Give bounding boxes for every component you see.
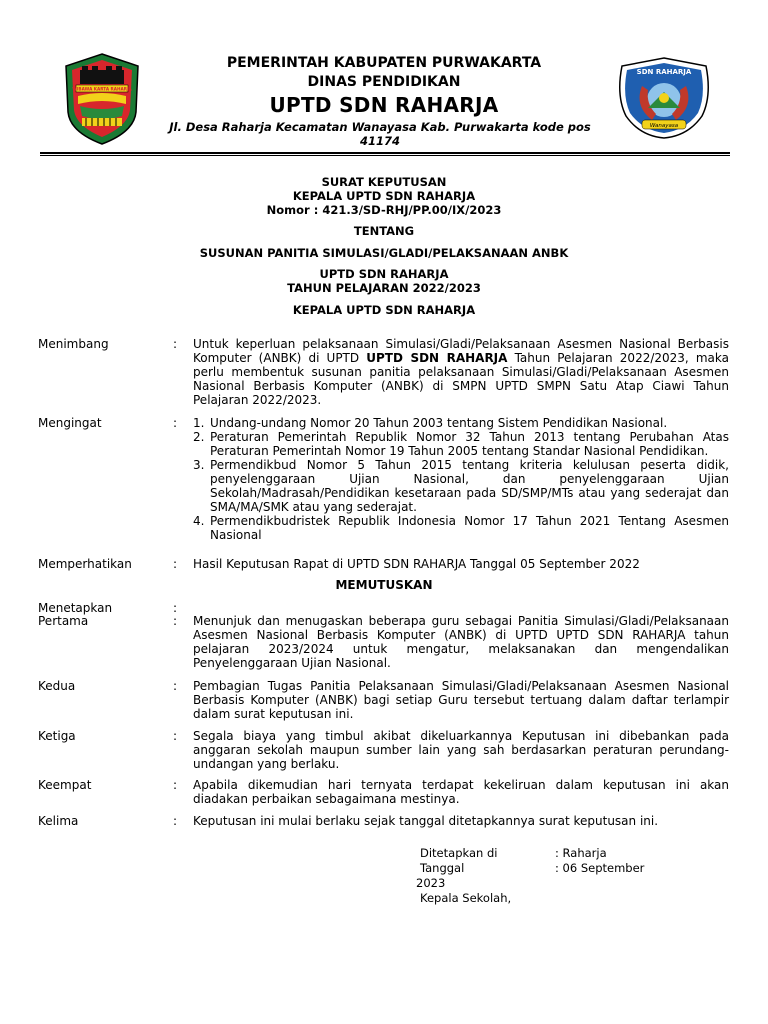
label-mengingat: Mengingat bbox=[38, 416, 102, 430]
label-menetapkan: Menetapkan bbox=[38, 601, 113, 615]
header-address: Jl. Desa Raharja Kecamatan Wanayasa Kab. Purwakarta kode pos 41174 bbox=[169, 120, 591, 148]
memutuskan-heading: MEMUTUSKAN bbox=[335, 578, 433, 592]
sig-tanggal-label: Tanggal bbox=[420, 861, 465, 875]
colon: : bbox=[173, 814, 178, 828]
label-menimbang: Menimbang bbox=[38, 337, 109, 351]
doc-school: UPTD SDN RAHARJA bbox=[319, 267, 449, 281]
colon: : bbox=[173, 679, 178, 693]
memperhatikan-text: Hasil Keputusan Rapat di UPTD SDN RAHARJA Tanggal 05 September 2022 bbox=[193, 557, 640, 571]
header-government: PEMERINTAH KABUPATEN PURWAKARTA bbox=[226, 55, 542, 71]
colon: : bbox=[173, 416, 178, 430]
label-ketiga: Ketiga bbox=[38, 729, 76, 743]
colon: : bbox=[173, 601, 178, 615]
colon: : bbox=[173, 557, 178, 571]
doc-number: Nomor : 421.3/SD-RHJ/PP.00/IX/2023 bbox=[266, 203, 502, 217]
label-pertama: Pertama bbox=[38, 614, 89, 628]
doc-year: TAHUN PELAJARAN 2022/2023 bbox=[287, 281, 481, 295]
doc-issuer: KEPALA UPTD SDN RAHARJA bbox=[292, 189, 476, 203]
doc-kepala: KEPALA UPTD SDN RAHARJA bbox=[292, 303, 476, 317]
list-item: 4. Permendikbudristek Republik Indonesia Nomor 17 Tahun 2021 Tentang Asesmen Nasional bbox=[193, 514, 729, 542]
kelima-text: Keputusan ini mulai berlaku sejak tanggal ditetapkannya surat keputusan ini. bbox=[193, 814, 659, 828]
label-kelima: Kelima bbox=[38, 814, 79, 828]
header-department: DINAS PENDIDIKAN bbox=[307, 74, 461, 90]
list-item: 1. Undang-undang Nomor 20 Tahun 2003 tentang Sistem Pendidikan Nasional. bbox=[193, 416, 668, 430]
logo-ribbon-text: Wanayasa bbox=[649, 123, 679, 129]
doc-subject: SUSUNAN PANITIA SIMULASI/GLADI/PELAKSANAAN ANBK bbox=[199, 246, 569, 260]
header-rule-thick bbox=[40, 152, 730, 154]
list-item: 3. Permendikbud Nomor 5 Tahun 2015 tentang kriteria kelulusan peserta didik, penyelenggaraan Ujian Nasional, dan penyelenggaraan Ujian Sekolah/Madrasah/Pendidikan kesetaraan pada SD/SMP/MTs atau yang sederajat dan SMA/MA/SMK atau yang sederajat. bbox=[193, 458, 729, 514]
colon: : bbox=[173, 729, 178, 743]
colon: : bbox=[173, 614, 178, 628]
ketiga-text: Segala biaya yang timbul akibat dikeluarkannya Keputusan ini dibebankan pada anggaran sekolah maupun sumber lain yang sah berdasarkan peraturan perundang-undangan yang berlaku. bbox=[193, 729, 729, 771]
sig-ditetapkan-value: : Raharja bbox=[555, 846, 607, 860]
sig-ditetapkan-label: Ditetapkan di bbox=[420, 846, 498, 860]
label-kedua: Kedua bbox=[38, 679, 76, 693]
label-keempat: Keempat bbox=[38, 778, 92, 792]
mengingat-list bbox=[193, 416, 729, 542]
header-school-name: UPTD SDN RAHARJA bbox=[269, 93, 499, 117]
kedua-text: Pembagian Tugas Panitia Pelaksanaan Simulasi/Gladi/Pelaksanaan Asesmen Nasional Berbasis Komputer (ANBK) bagi setiap Guru tersebut tertuang dalam daftar terlampir dalam surat keputusan ini. bbox=[193, 679, 729, 721]
colon: : bbox=[173, 778, 178, 792]
pertama-text: Menunjuk dan menugaskan beberapa guru sebagai Panitia Simulasi/Gladi/Pelaksanaan Asesmen Nasional Berbasis Komputer (ANBK) di UPTD UPTD SDN RAHARJA tahun pelajaran 2023/2024 untuk mengatur, melaksanakan dan mengendalikan Penyelenggaraan Ujian Nasional. bbox=[193, 614, 729, 670]
header-rule-thin bbox=[40, 155, 730, 156]
doc-tentang: TENTANG bbox=[353, 224, 415, 238]
menimbang-text: Untuk keperluan pelaksanaan Simulasi/Gladi/Pelaksanaan Asesmen Nasional Berbasis Komputer (ANBK) di UPTD UPTD SDN RAHARJA Tahun Pelajaran 2022/2023, maka perlu membentuk susunan panitia pelaksanaan Simulasi/Gladi/Pelaksanaan Asesmen Nasional Berbasis Komputer (ANBK) di SMPN UPTD SMPN Satu Atap Ciawi Tahun Pelajaran 2022/2023. bbox=[193, 337, 729, 407]
keempat-text: Apabila dikemudian hari ternyata terdapat kekeliruan dalam keputusan ini akan diadakan perbaikan sebagaimana mestinya. bbox=[193, 778, 729, 806]
sig-kepala: Kepala Sekolah, bbox=[420, 891, 512, 905]
label-memperhatikan: Memperhatikan bbox=[38, 557, 132, 571]
crest-motto: WIBAWA KARTA RAHARJA bbox=[72, 86, 132, 92]
list-item: 2. Peraturan Pemerintah Republik Nomor 32 Tahun 2013 tentang Perubahan Atas Peraturan Pemerintah Nomor 19 Tahun 2005 tentang Standar Nasional Pendidikan. bbox=[193, 430, 729, 458]
doc-title: SURAT KEPUTUSAN bbox=[321, 175, 447, 189]
logo-school-name: SDN RAHARJA bbox=[636, 68, 692, 76]
sig-year: 2023 bbox=[416, 876, 446, 890]
colon: : bbox=[173, 337, 178, 351]
sig-tanggal-value: : 06 September bbox=[555, 861, 645, 875]
